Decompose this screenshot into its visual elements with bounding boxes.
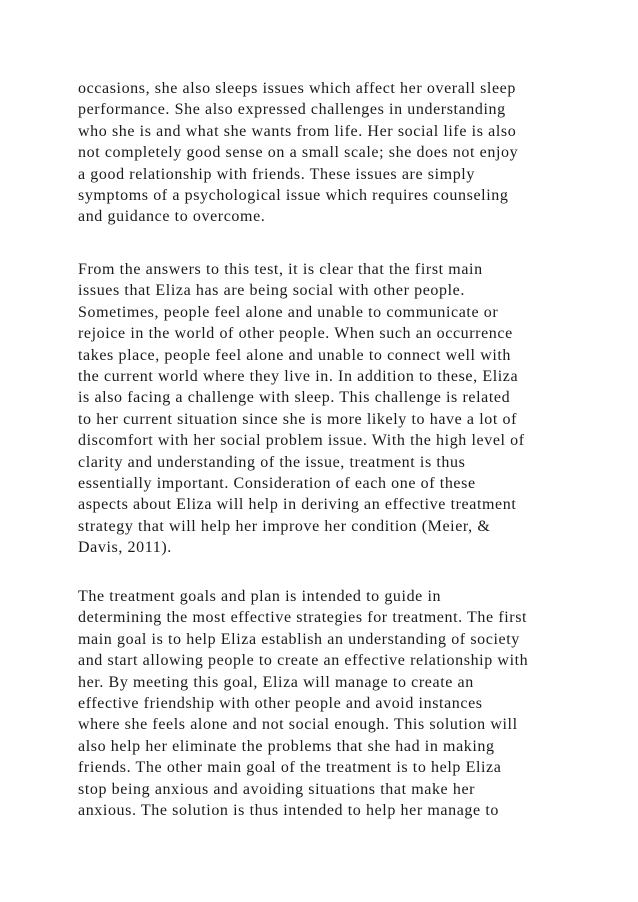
text-line: clarity and understanding of the issue, treatment is thus [78,453,466,471]
text-line: stop being anxious and avoiding situations that make her [78,780,476,798]
paragraph-2 [78,259,578,559]
text-line: is also facing a challenge with sleep. This challenge is related [78,389,511,407]
text-line: the current world where they live in. In addition to these, Eliza [78,368,519,386]
text-line: Sometimes, people feel alone and unable to communicate or [78,303,499,321]
text-line: symptoms of a psychological issue which requires counseling [78,187,509,205]
text-line: and start allowing people to create an effective relationship with [78,652,529,670]
text-line: performance. She also expressed challenges in understanding [78,101,506,119]
text-line: issues that Eliza has are being social with other people. [78,282,465,300]
text-line: main goal is to help Eliza establish an understanding of society [78,630,520,648]
text-line: and guidance to overcome. [78,208,266,226]
text-line: anxious. The solution is thus intended to help her manage to [78,802,499,820]
text-line: Davis, 2011). [78,539,172,557]
text-line: friends. The other main goal of the treatment is to help Eliza [78,759,502,777]
text-line: essentially important. Consideration of each one of these [78,475,476,493]
paragraph-1 [78,78,578,228]
text-line: determining the most effective strategies for treatment. The first [78,609,528,627]
text-line: a good relationship with friends. These issues are simply [78,165,475,183]
text-line: where she feels alone and not social enough. This solution will [78,716,518,734]
text-line: From the answers to this test, it is clear that the first main [78,261,483,278]
text-line: not completely good sense on a small scale; she does not enjoy [78,144,519,162]
text-line: who she is and what she wants from life. Her social life is also [78,122,517,140]
text-line: also help her eliminate the problems that she had in making [78,737,495,755]
text-line: effective friendship with other people and avoid instances [78,695,483,713]
paragraph-3 [78,586,578,821]
text-line: rejoice in the world of other people. When such an occurrence [78,325,513,343]
text-line: discomfort with her social problem issue. With the high level of [78,432,525,450]
text-line: occasions, she also sleeps issues which affect her overall sleep [78,80,516,97]
text-line: strategy that will help her improve her condition (Meier, & [78,517,491,535]
text-line: to her current situation since she is more likely to have a lot of [78,410,518,428]
text-line: her. By meeting this goal, Eliza will manage to create an [78,673,474,691]
text-line: takes place, people feel alone and unable to connect well with [78,346,512,364]
text-line: The treatment goals and plan is intended to guide in [78,588,442,605]
text-line: aspects about Eliza will help in deriving an effective treatment [78,496,517,514]
